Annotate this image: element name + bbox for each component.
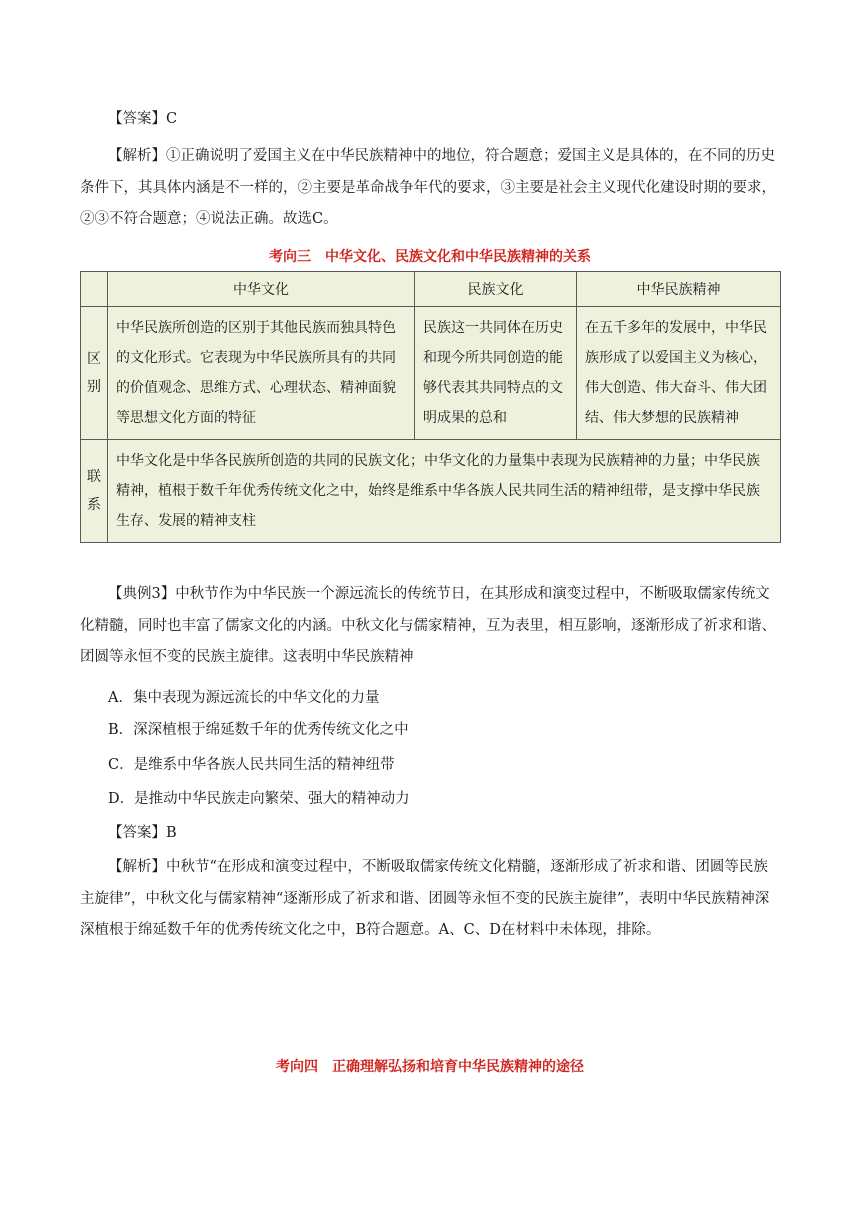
table-diff-chinese-culture: 中华民族所创造的区别于其他民族而独具特色的文化形式。它表现为中华民族所具有的共同的价值观念、思维方式、心理状态、精神面貌等思想文化方面的特征 bbox=[108, 307, 415, 440]
q2-answer: 【答案】C bbox=[108, 111, 178, 127]
section4-title: 考向四 正确理解弘扬和培育中华民族精神的途径 bbox=[276, 1059, 584, 1075]
table-header-row bbox=[81, 272, 781, 307]
example3-option-c: C．是维系中华各族人民共同生活的精神纽带 bbox=[108, 757, 395, 773]
example3-stem: 【典例3】中秋节作为中华民族一个源远流长的传统节日，在其形成和演变过程中，不断吸取儒家传统文化精髓，同时也丰富了儒家文化的内涵。中秋文化与儒家精神，互为表里，相互影响，逐渐形成了祈求和谐、团圆等永恒不变的民族主旋律。这表明中华民族精神 bbox=[80, 586, 776, 665]
table-header-national-spirit: 中华民族精神 bbox=[577, 272, 781, 307]
table-diff-national-spirit: 在五千多年的发展中，中华民族形成了以爱国主义为核心，伟大创造、伟大奋斗、伟大团结、伟大梦想的民族精神 bbox=[577, 307, 781, 440]
table-header-chinese-culture: 中华文化 bbox=[108, 272, 415, 307]
example3-option-d: D．是推动中华民族走向繁荣、强大的精神动力 bbox=[108, 791, 410, 807]
example3-option-b: B．深深植根于绵延数千年的优秀传统文化之中 bbox=[108, 722, 409, 738]
q2-analysis: 【解析】①正确说明了爱国主义在中华民族精神中的地位，符合题意；爱国主义是具体的，在不同的历史条件下，其具体内涵是不一样的，②主要是革命战争年代的要求，③主要是社会主义现代化建设时期的要求，②③不符合题意；④说法正确。故选C。 bbox=[80, 148, 776, 227]
relationship-table bbox=[80, 271, 781, 543]
example3-analysis: 【解析】中秋节“在形成和演变过程中，不断吸取儒家传统文化精髓，逐渐形成了祈求和谐、团圆等民族主旋律”，中秋文化与儒家精神“逐渐形成了祈求和谐、团圆等永恒不变的民族主旋律”，表明中华民族精神深深植根于绵延数千年的优秀传统文化之中，B符合题意。A、C、D在材料中未体现，排除。 bbox=[80, 859, 770, 938]
table-link-row bbox=[81, 440, 781, 543]
table-diff-ethnic-culture: 民族这一共同体在历史和现今所共同创造的能够代表其共同特点的文明成果的总和 bbox=[415, 307, 577, 440]
table-header-blank bbox=[81, 272, 108, 307]
table-diff-row bbox=[81, 307, 781, 440]
example3-option-a: A．集中表现为源远流长的中华文化的力量 bbox=[108, 690, 380, 706]
example3-answer: 【答案】B bbox=[108, 825, 177, 841]
table-diff-label: 区别 bbox=[81, 307, 108, 440]
table-link-text: 中华文化是中华各民族所创造的共同的民族文化；中华文化的力量集中表现为民族精神的力量；中华民族精神，植根于数千年优秀传统文化之中，始终是维系中华各族人民共同生活的精神纽带，是支撑中华民族生存、发展的精神支柱 bbox=[108, 440, 781, 543]
table-link-label: 联系 bbox=[81, 440, 108, 543]
section3-title: 考向三 中华文化、民族文化和中华民族精神的关系 bbox=[269, 249, 591, 265]
table-header-ethnic-culture: 民族文化 bbox=[415, 272, 577, 307]
